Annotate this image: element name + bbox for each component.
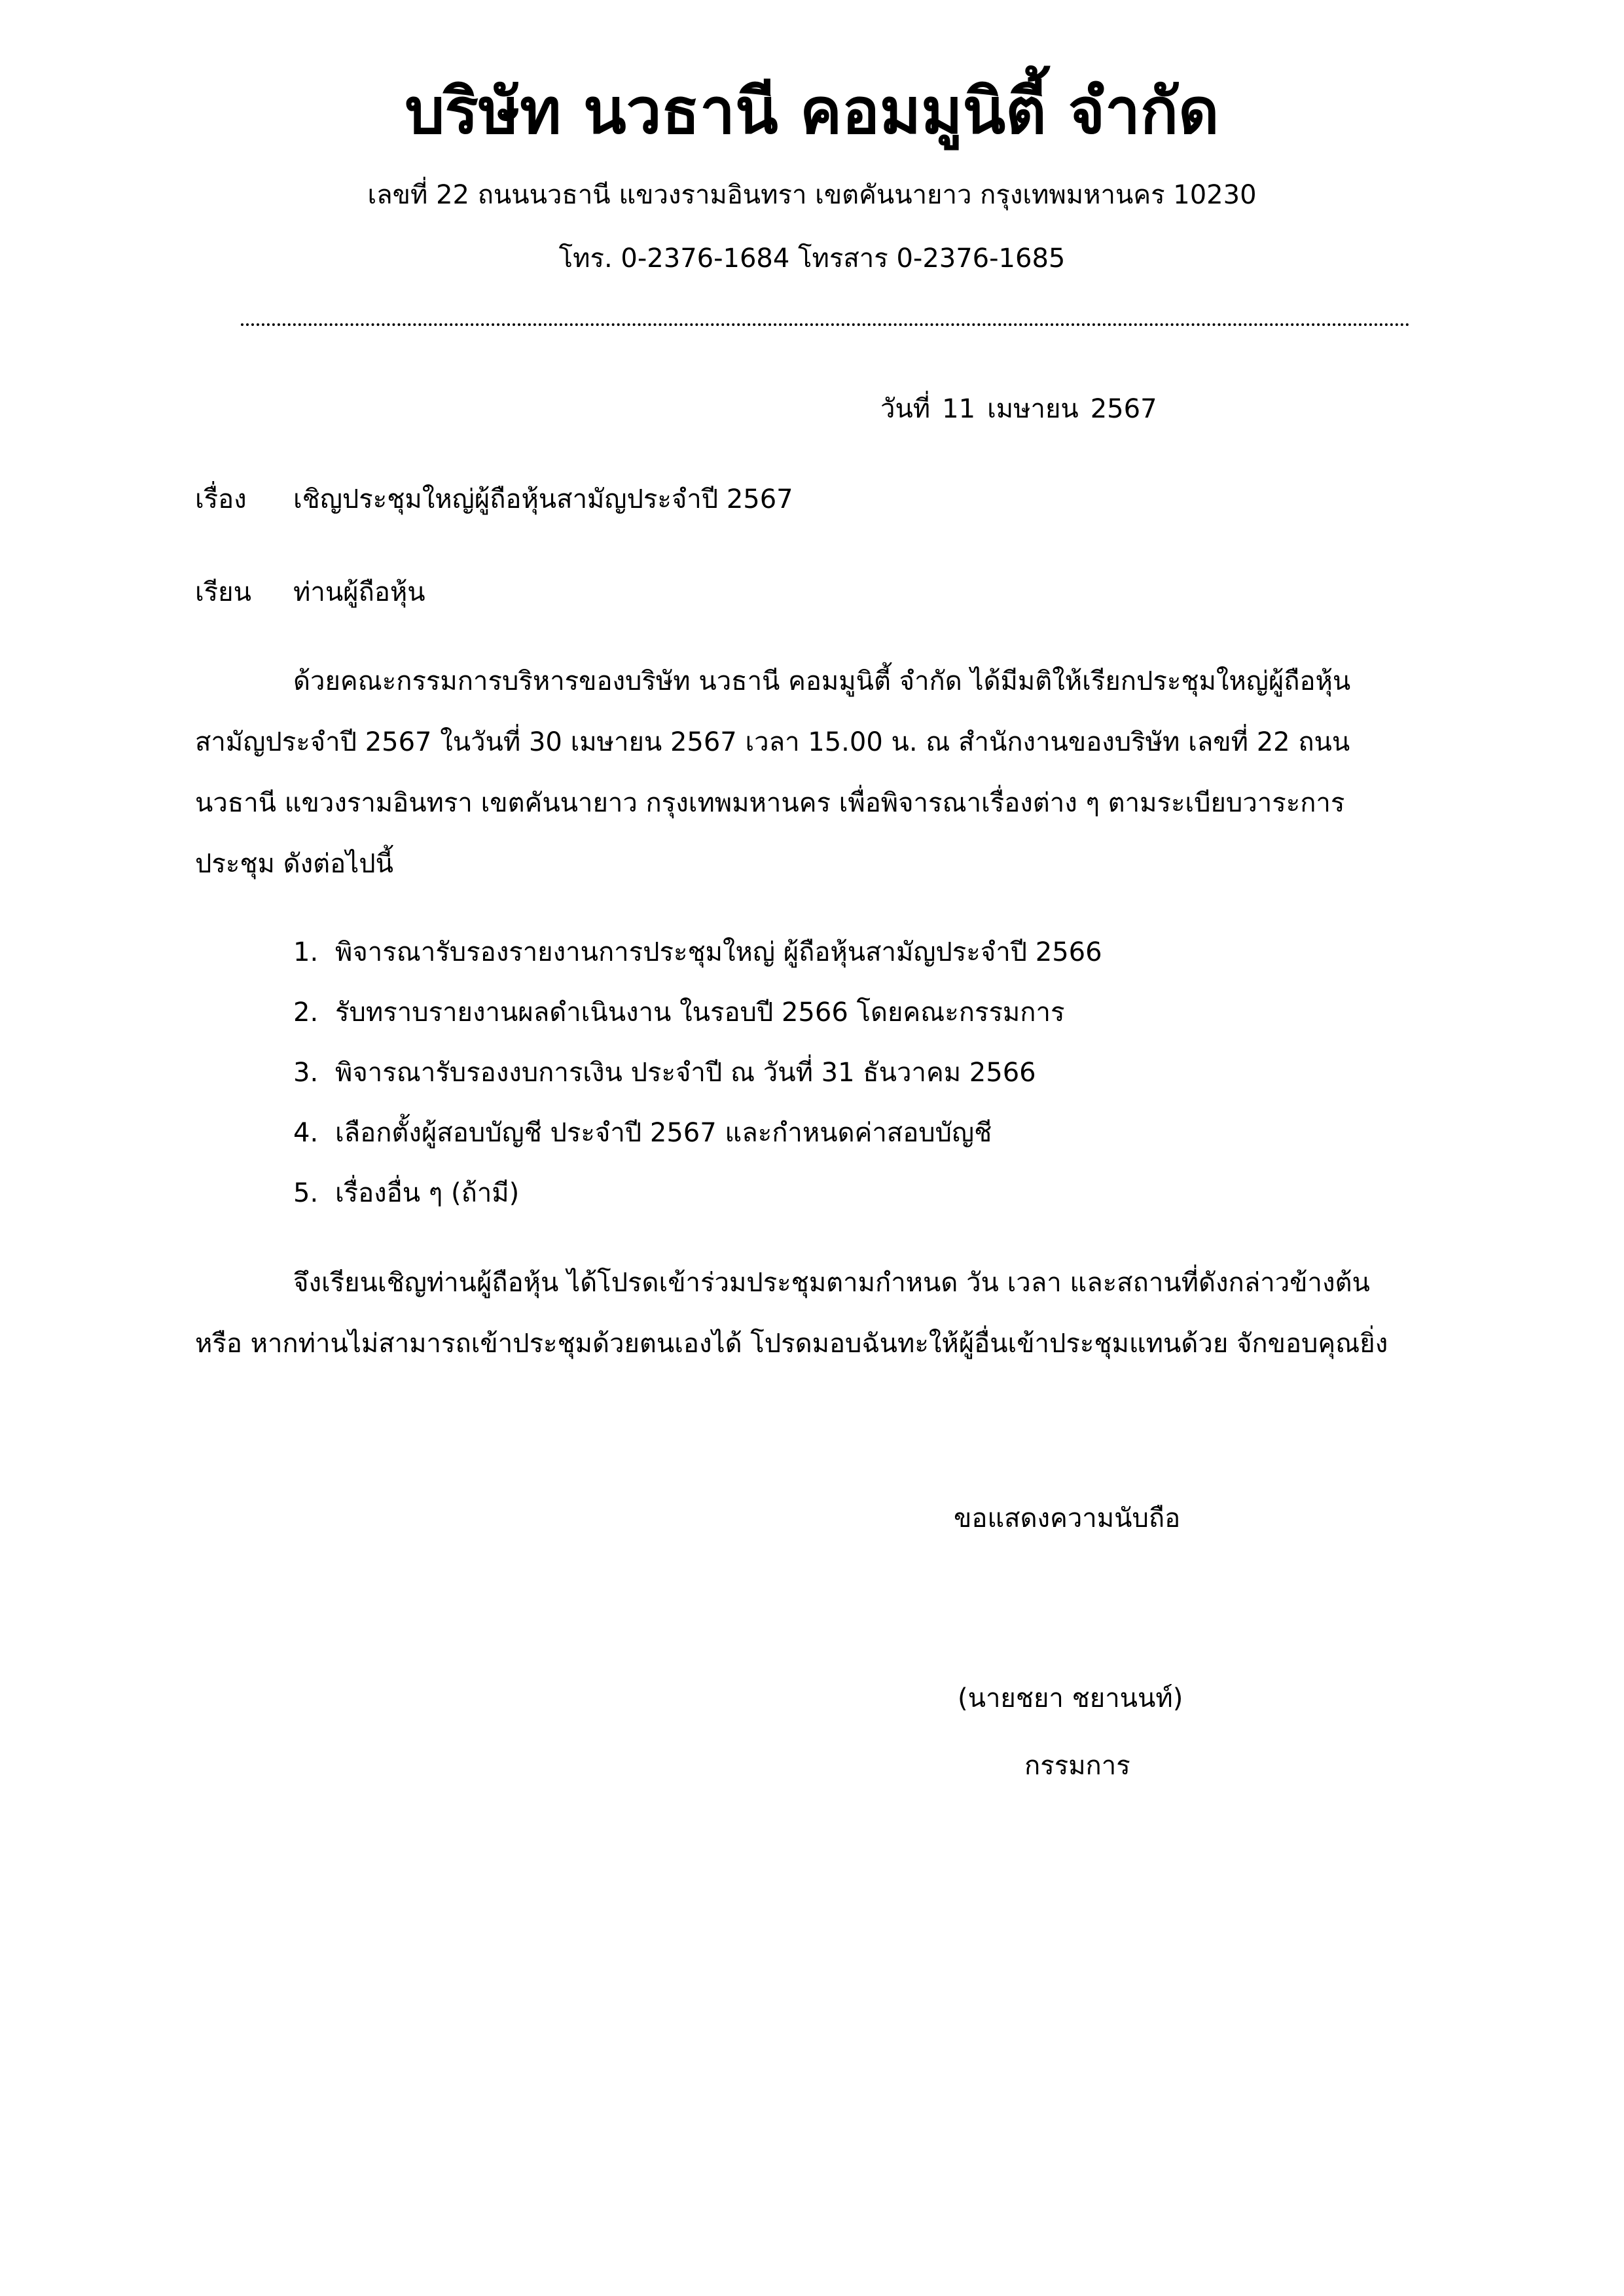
closing-paragraph [195, 1263, 1457, 1385]
signer-name: (นายชยา ชยานนท์) [958, 1683, 1183, 1713]
letter-date [880, 389, 1169, 429]
agenda-text: พิจารณารับรองรายงานการประชุมใหญ่ ผู้ถือหุ้นสามัญประจำปี 2566 [335, 937, 1102, 967]
closing-salutation: ขอแสดงความนับถือ [954, 1503, 1181, 1534]
agenda-list [293, 933, 1102, 1234]
salutation-text: ท่านผู้ถือหุ้น [293, 577, 425, 607]
subject-text: เชิญประชุมใหญ่ผู้ถือหุ้นสามัญประจำปี 2567 [293, 484, 793, 514]
agenda-text: เลือกตั้งผู้สอบบัญชี ประจำปี 2567 และกำหนดค่าสอบบัญชี [335, 1118, 992, 1148]
paragraph-line: จึงเรียนเชิญท่านผู้ถือหุ้น ได้โปรดเข้าร่วมประชุมตามกำหนด วัน เวลา และสถานที่ดังกล่าวข้างต้น [293, 1268, 1370, 1298]
agenda-number: 3. [293, 1058, 319, 1088]
paragraph-line: ประชุม ดังต่อไปนี้ [195, 849, 393, 879]
date-month: เมษายน [987, 394, 1079, 424]
date-year: 2567 [1090, 394, 1157, 424]
agenda-number: 4. [293, 1118, 319, 1148]
agenda-item [293, 1053, 1102, 1113]
company-address: เลขที่ 22 ถนนนวธานี แขวงรามอินทรา เขตคันนายาว กรุงเทพมหานคร 10230 [367, 180, 1257, 210]
header-divider [241, 323, 1410, 326]
agenda-text: เรื่องอื่น ๆ (ถ้ามี) [335, 1178, 520, 1208]
signer-position: กรรมการ [1024, 1751, 1130, 1781]
agenda-item [293, 1174, 1102, 1234]
invitation-paragraph [195, 662, 1457, 905]
agenda-number: 2. [293, 997, 319, 1028]
subject-label: เรื่อง [195, 484, 247, 514]
agenda-text: รับทราบรายงานผลดำเนินงาน ในรอบปี 2566 โดยคณะกรรมการ [335, 997, 1065, 1028]
company-phone: โทร. 0-2376-1684 โทรสาร 0-2376-1685 [558, 243, 1066, 274]
paragraph-line: นวธานี แขวงรามอินทรา เขตคันนายาว กรุงเทพมหานคร เพื่อพิจารณาเรื่องต่าง ๆ ตามระเบียบวาระการ [195, 788, 1345, 818]
agenda-item [293, 933, 1102, 993]
paragraph-line: ด้วยคณะกรรมการบริหารของบริษัท นวธานี คอมมูนิตี้ จำกัด ได้มีมติให้เรียกประชุมใหญ่ผู้ถือหุ้น [293, 666, 1351, 696]
date-prefix: วันที่ [880, 394, 931, 424]
date-day: 11 [942, 394, 976, 424]
agenda-text: พิจารณารับรองงบการเงิน ประจำปี ณ วันที่ 31 ธันวาคม 2566 [335, 1058, 1036, 1088]
company-name: บริษัท นวธานี คอมมูนิตี้ จำกัด [405, 75, 1219, 148]
agenda-number: 5. [293, 1178, 319, 1208]
agenda-number: 1. [293, 937, 319, 967]
paragraph-line: หรือ หากท่านไม่สามารถเข้าประชุมด้วยตนเองได้ โปรดมอบฉันทะให้ผู้อื่นเข้าประชุมแทนด้วย จักขอบคุณยิ่ง [195, 1329, 1388, 1359]
salutation-label: เรียน [195, 577, 251, 607]
agenda-item [293, 993, 1102, 1053]
agenda-item [293, 1113, 1102, 1174]
paragraph-line: สามัญประจำปี 2567 ในวันที่ 30 เมษายน 2567 เวลา 15.00 น. ณ สำนักงานของบริษัท เลขที่ 22 ถนน [195, 727, 1350, 757]
